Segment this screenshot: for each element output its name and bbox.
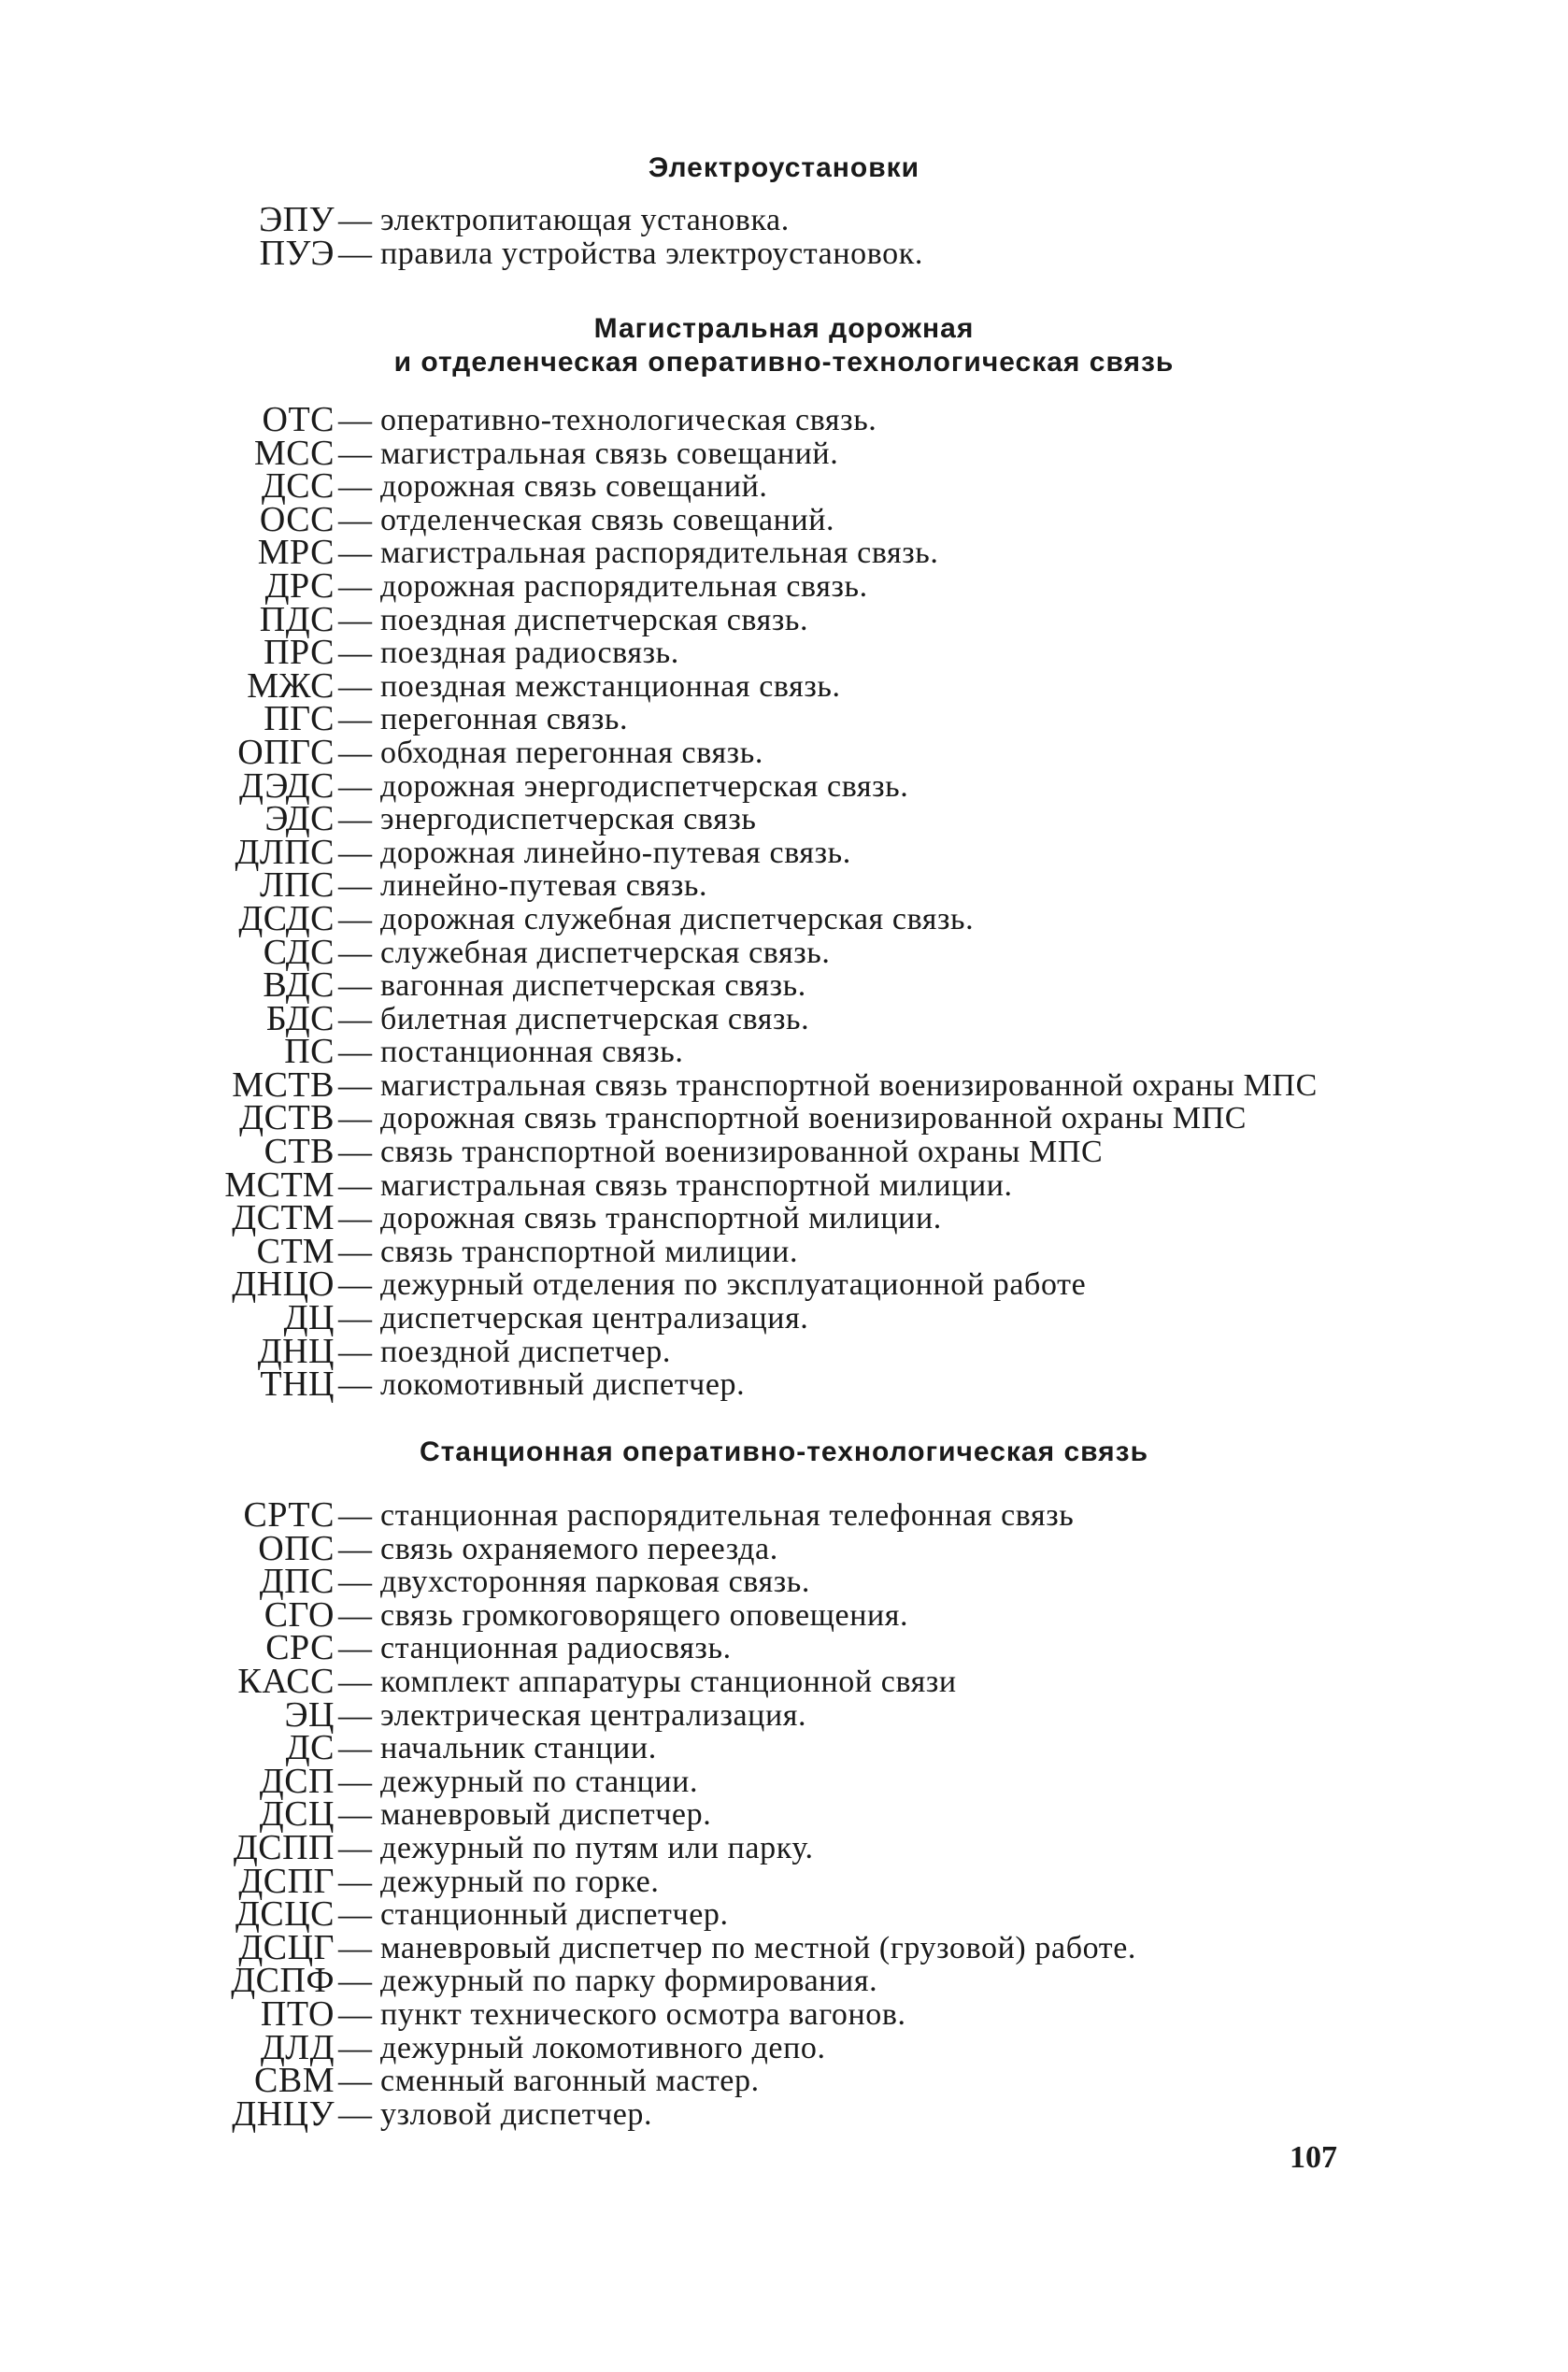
dash-separator: — <box>338 1595 372 1634</box>
abbreviation-entry <box>0 732 1568 772</box>
abbreviation: ОПС <box>258 1528 335 1568</box>
abbreviation: БДС <box>265 998 335 1038</box>
dash-separator: — <box>338 666 372 705</box>
definition: локомотивный диспетчер. <box>380 1367 746 1403</box>
dash-separator: — <box>338 2028 372 2066</box>
definition: дежурный отделения по эксплуатационной работе <box>380 1267 1087 1303</box>
section-heading-electrical-installations <box>0 151 1568 185</box>
abbreviation: ПДС <box>259 599 335 639</box>
abbreviation-entry <box>0 799 1568 839</box>
abbreviation-entry <box>0 1562 1568 1602</box>
abbreviation: ДСДС <box>238 898 335 938</box>
definition: начальник станции. <box>380 1731 657 1766</box>
abbreviation: ОТС <box>262 400 335 439</box>
definition: магистральная распорядительная связь. <box>380 536 939 571</box>
abbreviation: СГО <box>264 1594 335 1635</box>
abbreviation-list-trunk-road-communication <box>0 400 1568 1405</box>
abbreviation-entry <box>0 1728 1568 1768</box>
definition: поездная диспетчерская связь. <box>380 602 809 637</box>
definition: отделенческая связь совещаний. <box>380 502 835 537</box>
definition: поездной диспетчер. <box>380 1334 671 1369</box>
dash-separator: — <box>338 201 372 238</box>
abbreviation: ДЦ <box>283 1298 335 1338</box>
abbreviation-entry <box>0 2093 1568 2134</box>
abbreviation: ЭЦ <box>284 1694 335 1735</box>
page-number: 107 <box>1290 2140 1337 2175</box>
section-heading-line: Электроустановки <box>648 152 920 183</box>
abbreviation-entry <box>0 633 1568 673</box>
abbreviation-entry <box>0 1165 1568 1205</box>
abbreviation-entry <box>0 433 1568 473</box>
dash-separator: — <box>338 1795 372 1834</box>
dash-separator: — <box>338 2094 372 2133</box>
definition: служебная диспетчерская связь. <box>380 935 831 970</box>
abbreviation-entry <box>0 400 1568 439</box>
definition: дорожная энергодиспетчерская связь. <box>380 768 909 804</box>
abbreviation-entry <box>0 1794 1568 1835</box>
dash-separator: — <box>338 1529 372 1567</box>
abbreviation-entry <box>0 1661 1568 1701</box>
definition: дорожная служебная диспетчерская связь. <box>380 901 975 936</box>
abbreviation: ДСТВ <box>239 1098 335 1138</box>
dash-separator: — <box>338 933 372 971</box>
abbreviation-entry <box>0 1298 1568 1338</box>
definition: связь охраняемого переезда. <box>380 1531 778 1566</box>
abbreviation-entry <box>0 1827 1568 1867</box>
definition: электропитающая установка. <box>380 203 790 237</box>
definition: дорожная распорядительная связь. <box>380 568 868 604</box>
dash-separator: — <box>338 1133 372 1171</box>
definition: дежурный по станции. <box>380 1764 699 1799</box>
abbreviation-entry <box>0 2061 1568 2101</box>
abbreviation-entry <box>0 832 1568 872</box>
section-heading-trunk-road-communication <box>0 312 1568 379</box>
abbreviation-entry <box>0 665 1568 706</box>
abbreviation-entry <box>0 1894 1568 1935</box>
abbreviation-entry <box>0 898 1568 938</box>
dash-separator: — <box>338 1962 372 2000</box>
definition: постанционная связь. <box>380 1035 684 1070</box>
abbreviation: СРС <box>265 1628 335 1668</box>
abbreviation-list-electrical-installations <box>0 200 1568 273</box>
abbreviation: ДСЦГ <box>238 1927 335 1967</box>
definition: маневровый диспетчер. <box>380 1797 712 1833</box>
definition: связь транспортной милиции. <box>380 1234 799 1269</box>
abbreviation-entry <box>0 1927 1568 1967</box>
dash-separator: — <box>338 2062 372 2100</box>
definition: энергодиспетчерская связь <box>380 802 757 837</box>
abbreviation-entry <box>0 233 1568 273</box>
abbreviation-entry <box>0 1528 1568 1568</box>
abbreviation: ПТО <box>260 1993 335 2034</box>
dash-separator: — <box>338 1199 372 1237</box>
abbreviation: ЭПУ <box>259 200 335 239</box>
dash-separator: — <box>338 1629 372 1667</box>
dash-separator: — <box>338 467 372 506</box>
abbreviation-entry <box>0 1098 1568 1138</box>
definition: диспетчерская централизация. <box>380 1301 809 1336</box>
abbreviation: ДСЦС <box>235 1894 335 1935</box>
abbreviation-entry <box>0 1628 1568 1668</box>
abbreviation: ПГС <box>264 699 335 739</box>
dash-separator: — <box>338 766 372 805</box>
dash-separator: — <box>338 800 372 838</box>
abbreviation-entry <box>0 565 1568 606</box>
abbreviation: ДЭДС <box>238 765 335 806</box>
definition: перегонная связь. <box>380 702 629 737</box>
dash-separator: — <box>338 634 372 672</box>
abbreviation-entry <box>0 1594 1568 1635</box>
abbreviation: ДНЦО <box>232 1265 335 1305</box>
abbreviation: ТНЦ <box>260 1365 335 1405</box>
abbreviation: СРТС <box>243 1495 335 1535</box>
abbreviation: ОПГС <box>237 732 335 772</box>
abbreviation-entry <box>0 2027 1568 2067</box>
dash-separator: — <box>338 966 372 1005</box>
dash-separator: — <box>338 534 372 572</box>
definition: дорожная линейно-путевая связь. <box>380 835 851 870</box>
abbreviation-list-station-communication <box>0 1495 1568 2134</box>
abbreviation: ДСПГ <box>238 1861 335 1901</box>
dash-separator: — <box>338 999 372 1037</box>
abbreviation: ДЛПС <box>235 832 335 872</box>
definition: магистральная связь совещаний. <box>380 436 839 471</box>
definition: связь транспортной военизированной охраны МПС <box>380 1135 1104 1170</box>
dash-separator: — <box>338 1828 372 1866</box>
section-heading-line: и отделенческая оперативно-технологическая связь <box>393 347 1175 378</box>
abbreviation: ПРС <box>264 633 335 673</box>
abbreviation-entry <box>0 1231 1568 1271</box>
section-heading-line: Станционная оперативно-технологическая связь <box>419 1436 1149 1467</box>
abbreviation: ПУЭ <box>259 233 335 273</box>
abbreviation-entry <box>0 533 1568 573</box>
abbreviation-entry <box>0 1694 1568 1735</box>
dash-separator: — <box>338 1232 372 1270</box>
dash-separator: — <box>338 1099 372 1137</box>
dash-separator: — <box>338 1065 372 1104</box>
abbreviation-entry <box>0 1961 1568 2001</box>
abbreviation: ДЛД <box>260 2027 335 2067</box>
abbreviation: ПС <box>284 1032 335 1072</box>
dash-separator: — <box>338 1265 372 1304</box>
abbreviation-entry <box>0 1365 1568 1405</box>
abbreviation: СДС <box>263 932 335 972</box>
definition: магистральная связь транспортной военизированной охраны МПС <box>380 1067 1318 1103</box>
abbreviation-entry <box>0 1993 1568 2034</box>
definition: поездная межстанционная связь. <box>380 668 841 704</box>
dash-separator: — <box>338 401 372 438</box>
dash-separator: — <box>338 833 372 871</box>
dash-separator: — <box>338 566 372 605</box>
abbreviation-entry <box>0 1761 1568 1801</box>
definition: дежурный по парку формирования. <box>380 1964 878 1999</box>
section-heading-line: Магистральная дорожная <box>593 313 975 344</box>
abbreviation-entry <box>0 932 1568 972</box>
abbreviation-entry <box>0 1198 1568 1238</box>
definition: дорожная связь транспортной милиции. <box>380 1201 942 1236</box>
definition: оперативно-технологическая связь. <box>380 403 877 437</box>
dash-separator: — <box>338 1994 372 2033</box>
dash-separator: — <box>338 1299 372 1337</box>
section-heading-station-communication <box>0 1436 1568 1469</box>
abbreviation-entry <box>0 699 1568 739</box>
abbreviation: СВМ <box>254 2061 335 2101</box>
abbreviation: ЛПС <box>259 865 335 906</box>
definition: маневровый диспетчер по местной (грузовой) работе. <box>380 1930 1136 1965</box>
definition: связь громкоговорящего оповещения. <box>380 1597 909 1633</box>
definition: дорожная связь совещаний. <box>380 469 768 505</box>
dash-separator: — <box>338 1762 372 1800</box>
dash-separator: — <box>338 1862 372 1900</box>
abbreviation: ДРС <box>264 565 335 606</box>
definition: дежурный по путям или парку. <box>380 1830 814 1865</box>
abbreviation-entry <box>0 200 1568 239</box>
dash-separator: — <box>338 733 372 771</box>
abbreviation-entry <box>0 1032 1568 1072</box>
dash-separator: — <box>338 1928 372 1966</box>
abbreviation: ДСС <box>261 466 335 507</box>
dash-separator: — <box>338 1033 372 1071</box>
abbreviation-entry <box>0 865 1568 906</box>
dash-separator: — <box>338 1895 372 1934</box>
dash-separator: — <box>338 1729 372 1767</box>
dash-separator: — <box>338 500 372 538</box>
definition: станционный диспетчер. <box>380 1897 729 1933</box>
definition: дежурный по горке. <box>380 1864 660 1899</box>
definition: узловой диспетчер. <box>380 2096 653 2132</box>
definition: пункт технического осмотра вагонов. <box>380 1996 906 2032</box>
abbreviation: ДСТМ <box>232 1198 335 1238</box>
dash-separator: — <box>338 700 372 738</box>
definition: станционная распорядительная телефонная связь <box>380 1498 1075 1533</box>
dash-separator: — <box>338 1165 372 1204</box>
definition: магистральная связь транспортной милиции. <box>380 1167 1013 1203</box>
definition: правила устройства электроустановок. <box>380 236 923 271</box>
dash-separator: — <box>338 434 372 472</box>
dash-separator: — <box>338 600 372 638</box>
abbreviation: МЖС <box>247 665 335 706</box>
abbreviation: СТМ <box>256 1231 335 1271</box>
abbreviation-entry <box>0 1065 1568 1105</box>
dash-separator: — <box>338 866 372 905</box>
abbreviation-entry <box>0 765 1568 806</box>
abbreviation-entry <box>0 965 1568 1006</box>
abbreviation: МСТМ <box>224 1165 335 1205</box>
abbreviation-entry <box>0 499 1568 539</box>
abbreviation: МРС <box>257 533 335 573</box>
definition: электрическая централизация. <box>380 1697 807 1733</box>
abbreviation-entry <box>0 998 1568 1038</box>
definition: дежурный локомотивного депо. <box>380 2030 826 2065</box>
abbreviation: ДНЦ <box>257 1331 335 1371</box>
abbreviation: ДСПП <box>233 1827 335 1867</box>
abbreviation: ДСПФ <box>231 1961 335 2001</box>
abbreviation: ВДС <box>263 965 335 1006</box>
abbreviation: ЭДС <box>264 799 335 839</box>
definition: станционная радиосвязь. <box>380 1631 732 1666</box>
dash-separator: — <box>338 1662 372 1700</box>
abbreviation: ОСС <box>259 499 335 539</box>
dash-separator: — <box>338 234 372 272</box>
abbreviation: ДНЦУ <box>232 2093 335 2134</box>
definition: линейно-путевая связь. <box>380 868 708 904</box>
abbreviation-entry <box>0 1132 1568 1172</box>
abbreviation: ДС <box>285 1728 335 1768</box>
definition: сменный вагонный мастер. <box>380 2064 760 2099</box>
definition: вагонная диспетчерская связь. <box>380 968 806 1004</box>
abbreviation-entry <box>0 599 1568 639</box>
definition: обходная перегонная связь. <box>380 735 763 770</box>
abbreviation: КАСС <box>237 1661 335 1701</box>
definition: двухсторонняя парковая связь. <box>380 1565 810 1600</box>
abbreviation: МСС <box>254 433 335 473</box>
dash-separator: — <box>338 1365 372 1404</box>
dash-separator: — <box>338 1563 372 1601</box>
abbreviation: МСТВ <box>232 1065 335 1105</box>
definition: дорожная связь транспортной военизированной охраны МПС <box>380 1101 1247 1136</box>
definition: билетная диспетчерская связь. <box>380 1001 810 1036</box>
abbreviation: СТВ <box>264 1132 335 1172</box>
abbreviation: ДСЦ <box>259 1794 335 1835</box>
abbreviation: ДПС <box>259 1562 335 1602</box>
dash-separator: — <box>338 1496 372 1534</box>
dash-separator: — <box>338 899 372 937</box>
definition: комплект аппаратуры станционной связи <box>380 1664 957 1699</box>
dash-separator: — <box>338 1332 372 1370</box>
dash-separator: — <box>338 1695 372 1734</box>
abbreviation-entry <box>0 1861 1568 1901</box>
definition: поездная радиосвязь. <box>380 636 679 671</box>
abbreviation: ДСП <box>259 1761 335 1801</box>
abbreviation-entry <box>0 466 1568 507</box>
abbreviation-entry <box>0 1331 1568 1371</box>
abbreviation-entry <box>0 1265 1568 1305</box>
abbreviation-entry <box>0 1495 1568 1535</box>
